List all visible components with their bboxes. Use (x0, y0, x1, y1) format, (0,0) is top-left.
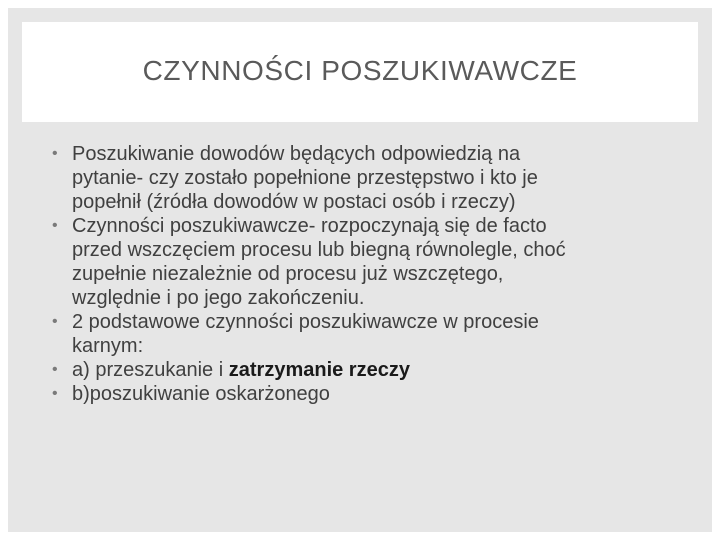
bullet-item (50, 214, 670, 310)
bullet-bold-text: zatrzymanie rzeczy (228, 359, 410, 381)
bullet-marker: • (52, 385, 58, 402)
title-box (22, 22, 698, 122)
bullet-item (50, 382, 670, 406)
bullet-line: zupełnie niezależnie od procesu już wszczętego, (72, 263, 504, 285)
bullet-marker: • (52, 145, 58, 162)
bullet-line (72, 358, 670, 382)
bullet-item (50, 142, 670, 214)
bullet-item (50, 310, 670, 358)
bullet-line: karnym: (72, 335, 144, 357)
bullet-line: pytanie- czy zostało popełnione przestępstwo i kto je (72, 167, 538, 189)
bullet-marker: • (52, 217, 58, 234)
bullet-line: Poszukiwanie dowodów będących odpowiedzią na (72, 143, 521, 165)
bullet-list (50, 142, 670, 406)
bullet-line: b)poszukiwanie oskarżonego (72, 383, 330, 405)
bullet-line: przed wszczęciem procesu lub biegną równolegle, choć (72, 239, 566, 261)
bullet-text: a) przeszukanie i (72, 359, 229, 381)
bullet-line: względnie i po jego zakończeniu. (72, 287, 365, 309)
bullet-line: popełnił (źródła dowodów w postaci osób i rzeczy) (72, 191, 516, 213)
bullet-marker: • (52, 313, 58, 330)
bullet-line: Czynności poszukiwawcze- rozpoczynają się de facto (72, 215, 547, 237)
slide-title: CZYNNOŚCI POSZUKIWAWCZE (142, 55, 578, 86)
bullet-line: 2 podstawowe czynności poszukiwawcze w procesie (72, 311, 539, 333)
bullet-item (50, 358, 670, 382)
slide-content (50, 142, 670, 406)
bullet-marker: • (52, 361, 58, 378)
